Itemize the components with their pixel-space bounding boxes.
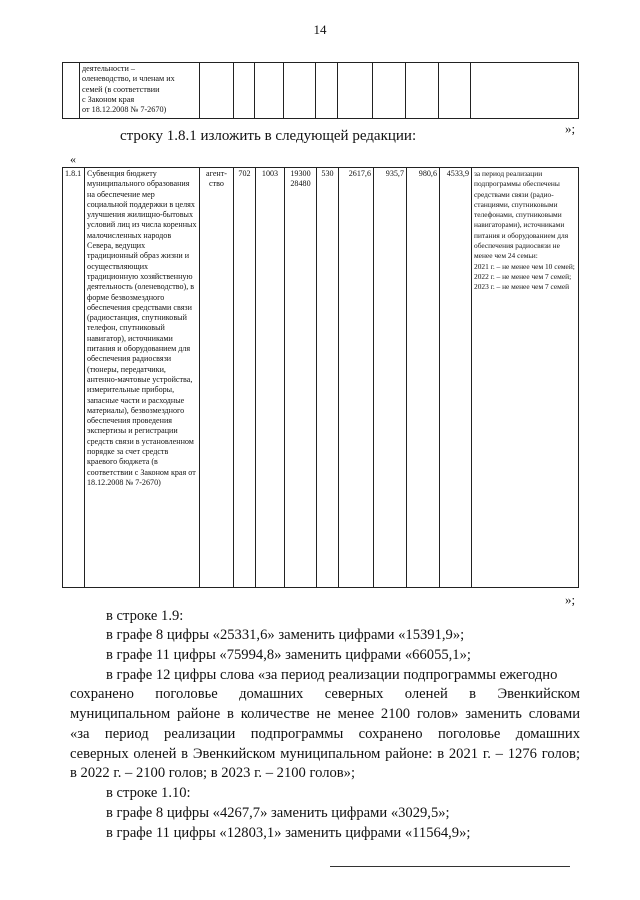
closing-quote-2: »; [565, 592, 576, 607]
body-line-9: в 2022 г. – 2100 голов; в 2023 г. – 2100 голов»; [70, 765, 356, 781]
cell [63, 63, 80, 119]
agency-cell: агент- ство [200, 168, 234, 588]
col-10: 980,6 [407, 168, 440, 588]
col-9: 935,7 [374, 168, 407, 588]
col-6: 19300 28480 [285, 168, 317, 588]
col-7: 530 [317, 168, 339, 588]
cell [255, 63, 284, 119]
col-4: 702 [234, 168, 256, 588]
body-line-12: в графе 11 цифры «12803,1» заменить цифрами «11564,9»; [106, 825, 471, 841]
body-line-7: «за период реализации подпрограммы сохранено поголовье домашних [70, 726, 580, 742]
body-line-3: в графе 11 цифры «75994,8» заменить цифрами «66055,1»; [106, 647, 471, 663]
body-line-6: муниципальном районе в количестве не менее 2100 голов» заменить словами [70, 706, 580, 722]
opening-quote: « [70, 152, 76, 166]
cell [406, 63, 439, 119]
cell [284, 63, 316, 119]
col-5: 1003 [256, 168, 285, 588]
cell [338, 63, 373, 119]
top-table-fragment [62, 62, 579, 119]
cell [439, 63, 471, 119]
fragment-text: деятельности – оленеводство, и членам их семей (в соответствии с Законом края от 18.12.2008 № 7-2670) [80, 63, 200, 119]
body-line-8: северных оленей в Эвенкийском муниципальном районе: в 2021 г. – 1276 голов; [70, 746, 580, 762]
cell [234, 63, 255, 119]
col-11: 4533,9 [440, 168, 472, 588]
row-number: 1.8.1 [63, 168, 85, 588]
page-number: 14 [313, 22, 327, 37]
body-line-5: сохранено поголовье домашних северных оленей в Эвенкийском [70, 686, 580, 702]
row-1-8-1-table [62, 167, 579, 588]
row-name: Субвенция бюджету муниципального образования на обеспечение мер социальной поддержки в целях улучшения жилищно-бытовых условий лиц из числа коренных малочисленных народов Севера, ведущих традиционный образ жизни и осуществляющих традиционную хозяйственную деятельность (оленеводство), в форме безвозмездного обеспечения средствами связи (радиостанция, спутниковый телефон, спутниковый навигатор), источниками питания и оборудованием для обеспечения радиосвязи (тюнеры, передатчики, антенно-мачтовые устройства, измерительные приборы, запасные части и расходные материалы), безвозмездного обеспечения проведения экспертизы и регистрации средств связи в установленном порядке за счет средств краевого бюджета (в соответствии с Законом края от 18.12.2008 № 7-2670) [85, 168, 200, 588]
body-line-10: в строке 1.10: [106, 785, 191, 801]
closing-quote: »; [565, 121, 576, 136]
bottom-rule [330, 866, 570, 867]
cell [373, 63, 406, 119]
col-8: 2617,6 [339, 168, 374, 588]
body-line-1: в строке 1.9: [106, 608, 184, 624]
result-cell: за период реализации подпрограммы обеспечены средствами связи (радио-станциями, спутниковыми телефонами, спутниковыми навигаторами), источниками питания и оборудованием для обеспечения радиосвязи не менее чем 24 семьи: 2021 г. – не менее чем 10 семей; 2022 г. – не менее чем 7 семей; 2023 г. – не менее чем 7 семей [472, 168, 579, 588]
cell [316, 63, 338, 119]
cell [200, 63, 234, 119]
body-line-2: в графе 8 цифры «25331,6» заменить цифрами «15391,9»; [106, 627, 465, 643]
cell [471, 63, 579, 119]
body-line-4: в графе 12 цифры слова «за период реализации подпрограммы ежегодно [106, 667, 558, 683]
lead-instruction: строку 1.8.1 изложить в следующей редакции: [120, 128, 417, 144]
body-line-11: в графе 8 цифры «4267,7» заменить цифрами «3029,5»; [106, 805, 450, 821]
